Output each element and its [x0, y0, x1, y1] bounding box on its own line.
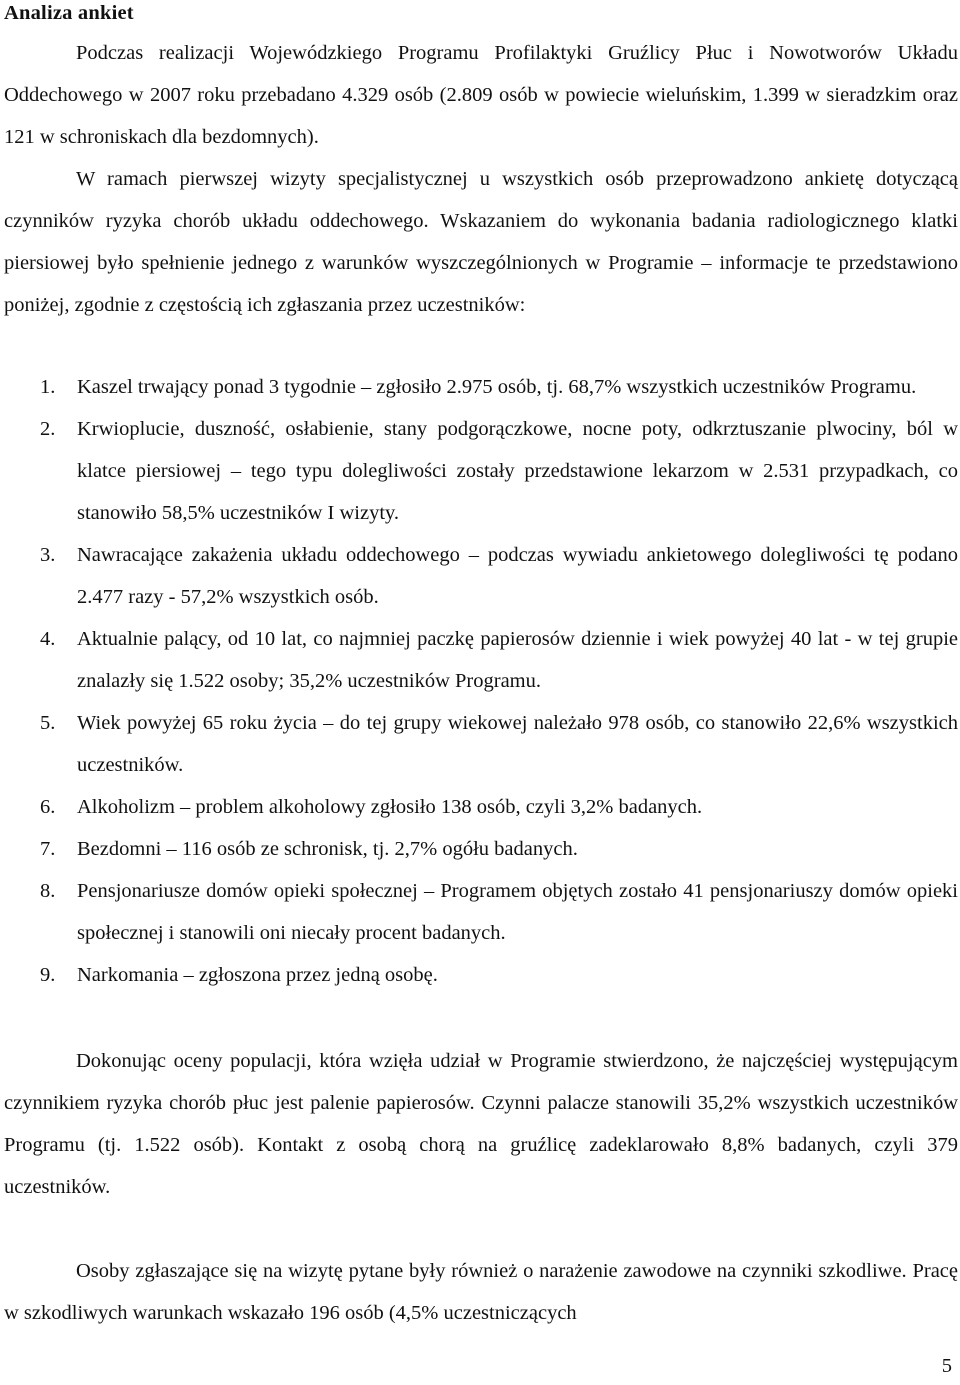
survey-paragraph: W ramach pierwszej wizyty specjalistycznej u wszystkich osób przeprowadzono ankietę dotyczącą czynników ryzyka chorób układu oddechowego. Wskazaniem do wykonania badania radiologicznego klatki piersiowej było spełnienie jednego z warunków wyszczególnionych w Programie – informacje te przedstawiono poniżej, zgodnie z częstością ich zgłaszania przez uczestników: — [4, 168, 958, 316]
list-text: Alkoholizm – problem alkoholowy zgłosiło 138 osób, czyli 3,2% badanych. — [77, 796, 703, 818]
list-number: 1. — [40, 376, 56, 398]
list-number: 8. — [40, 880, 56, 902]
list-number: 5. — [40, 712, 56, 734]
list-item — [4, 618, 958, 702]
conclusion-paragraph: Dokonując oceny populacji, która wzięła udział w Programie stwierdzono, że najczęściej występującym czynnikiem ryzyka chorób płuc jest palenie papierosów. Czynni palacze stanowili 35,2% wszystkich uczestników Programu (tj. 1.522 osób). Kontakt z osobą chorą na gruźlicę zadeklarowało 8,8% badanych, czyli 379 uczestników. — [4, 1050, 958, 1198]
list-number: 9. — [40, 964, 56, 986]
page-number: 5 — [941, 1355, 952, 1377]
list-item — [4, 786, 958, 828]
list-item — [4, 954, 958, 996]
list-number: 7. — [40, 838, 56, 860]
list-item — [4, 828, 958, 870]
list-number: 2. — [40, 418, 56, 440]
occupational-paragraph: Osoby zgłaszające się na wizytę pytane były również o narażenie zawodowe na czynniki szkodliwe. Pracę w szkodliwych warunkach wskazało 196 osób (4,5% uczestniczących — [4, 1260, 958, 1324]
list-item — [4, 408, 958, 534]
list-number: 3. — [40, 544, 56, 566]
list-item — [4, 870, 958, 954]
intro-paragraph: Podczas realizacji Wojewódzkiego Programu Profilaktyki Gruźlicy Płuc i Nowotworów Układu Oddechowego w 2007 roku przebadano 4.329 osób (2.809 osób w powiecie wieluńskim, 1.399 w sieradzkim oraz 121 w schroniskach dla bezdomnych). — [4, 42, 958, 148]
list-number: 4. — [40, 628, 56, 650]
list-text: Nawracające zakażenia układu oddechowego – podczas wywiadu ankietowego dolegliwości tę podano 2.477 razy - 57,2% wszystkich osób. — [77, 544, 958, 608]
risk-factor-list — [4, 366, 958, 996]
list-text: Krwioplucie, duszność, osłabienie, stany podgorączkowe, nocne poty, odkrztuszanie plwociny, ból w klatce piersiowej – tego typu dolegliwości zostały przedstawione lekarzom w 2.531 przypadkach, co stanowiło 58,5% uczestników I wizyty. — [77, 418, 958, 524]
list-text: Aktualnie palący, od 10 lat, co najmniej paczkę papierosów dziennie i wiek powyżej 40 lat - w tej grupie znalazły się 1.522 osoby; 35,2% uczestników Programu. — [77, 628, 958, 692]
list-number: 6. — [40, 796, 56, 818]
section-heading: Analiza ankiet — [4, 2, 134, 24]
list-item — [4, 702, 958, 786]
list-text: Bezdomni – 116 osób ze schronisk, tj. 2,7% ogółu badanych. — [77, 838, 578, 860]
list-text: Wiek powyżej 65 roku życia – do tej grupy wiekowej należało 978 osób, co stanowiło 22,6% wszystkich uczestników. — [77, 712, 958, 776]
list-text: Pensjonariusze domów opieki społecznej – Programem objętych zostało 41 pensjonariuszy domów opieki społecznej i stanowili oni niecały procent badanych. — [77, 880, 958, 944]
list-text: Kaszel trwający ponad 3 tygodnie – zgłosiło 2.975 osób, tj. 68,7% wszystkich uczestników Programu. — [77, 376, 917, 398]
list-item — [4, 366, 958, 408]
list-item — [4, 534, 958, 618]
list-text: Narkomania – zgłoszona przez jedną osobę. — [77, 964, 438, 986]
